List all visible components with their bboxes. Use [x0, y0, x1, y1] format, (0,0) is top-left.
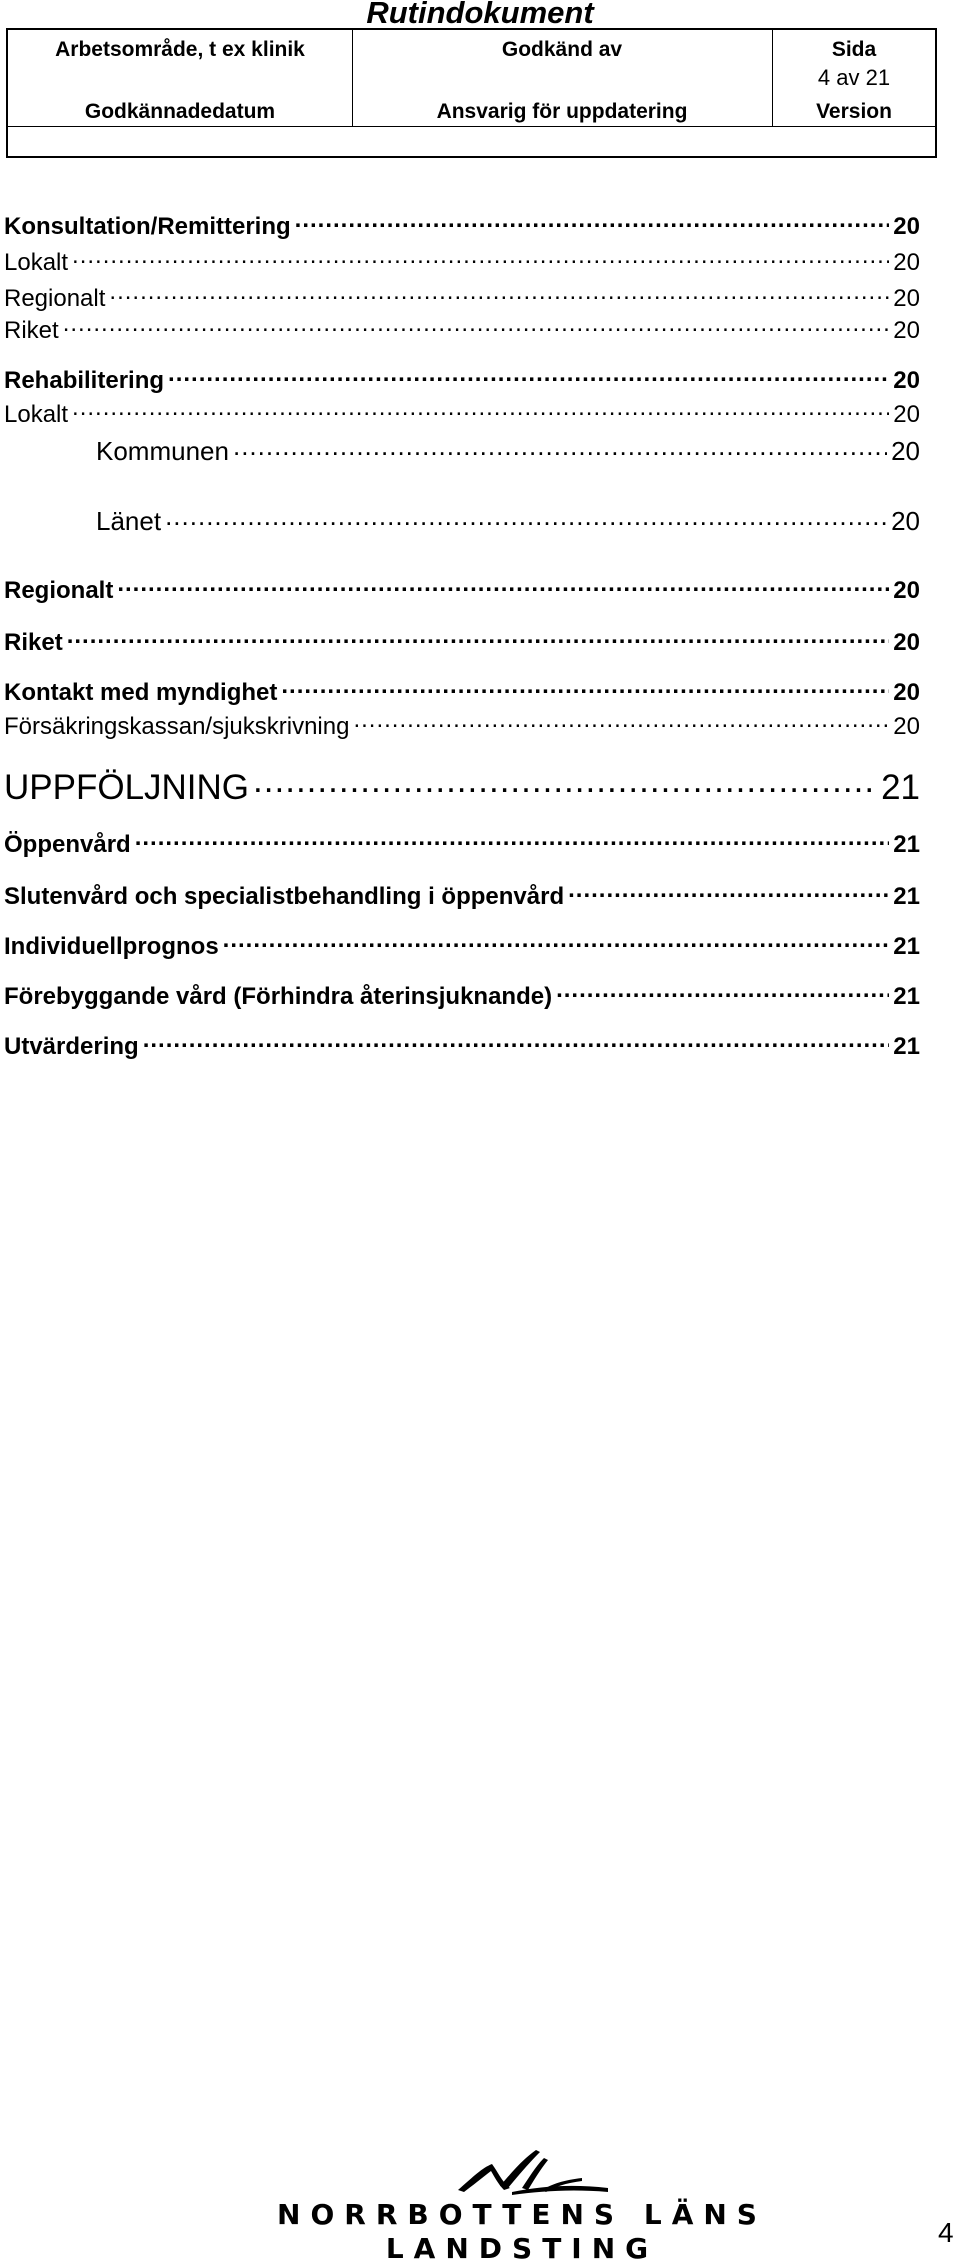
- header-work-area-label: Arbetsområde, t ex klinik: [55, 38, 305, 61]
- toc-entry-label: Riket: [4, 317, 59, 344]
- toc-entry-page: 20: [893, 285, 920, 312]
- header-page-label: Sida: [831, 38, 877, 61]
- toc-entry-label: Regionalt: [4, 577, 114, 604]
- toc-entry-label: Lokalt: [4, 401, 69, 428]
- toc-entry[interactable]: [4, 1030, 920, 1062]
- toc-entry-page: 20: [893, 249, 920, 276]
- toc-entry[interactable]: [4, 364, 920, 396]
- organization-name: NORRBOTTENS LÄNS LANDSTING: [277, 2198, 767, 2265]
- toc-entry-page: 20: [891, 436, 920, 466]
- toc-entry-page: 20: [893, 401, 920, 428]
- header-approval-date-label: Godkännadedatum: [84, 100, 276, 123]
- toc-entry-label: Utvärdering: [4, 1033, 139, 1060]
- toc-entry-page: 20: [893, 367, 920, 394]
- toc-entry-page: 20: [893, 679, 920, 706]
- header-page-value: 4 av 21: [817, 65, 891, 90]
- toc-entry[interactable]: [4, 398, 920, 430]
- toc-entry-page: 20: [893, 317, 920, 344]
- organization-logo: [192, 2146, 852, 2265]
- header-responsible-label: Ansvarig för uppdatering: [436, 100, 688, 123]
- toc-entry-page: 20: [893, 213, 920, 240]
- toc-entry[interactable]: [4, 880, 920, 912]
- toc-entry-label: Länet: [96, 506, 162, 536]
- toc-entry[interactable]: [4, 930, 920, 962]
- toc-entry[interactable]: [96, 504, 920, 536]
- toc-entry-label: Rehabilitering: [4, 367, 165, 394]
- toc-entry-page: 20: [893, 577, 920, 604]
- page-number: 4: [938, 2217, 954, 2248]
- toc-entry-label: Konsultation/Remittering: [4, 213, 291, 240]
- document-header-table: [6, 28, 937, 158]
- toc-entry-label: Slutenvård och specialistbehandling i öppenvård: [4, 883, 565, 910]
- toc-entry-label: Individuellprognos: [4, 933, 219, 960]
- toc-entry-label: Öppenvård: [4, 831, 131, 858]
- toc-entry-label: Förebyggande vård (Förhindra återinsjuknande): [4, 983, 553, 1010]
- toc-entry[interactable]: [4, 764, 920, 808]
- toc-entry[interactable]: [4, 676, 920, 708]
- toc-entry-page: 20: [893, 629, 920, 656]
- toc-entry[interactable]: [4, 710, 920, 742]
- toc-entry-label: UPPFÖLJNING: [4, 768, 250, 807]
- toc-entry[interactable]: [4, 626, 920, 658]
- toc-entry[interactable]: [4, 282, 920, 314]
- toc-entry[interactable]: [4, 246, 920, 278]
- toc-entry-page: 21: [881, 768, 920, 807]
- toc-entry-page: 21: [893, 883, 920, 910]
- document-title: Rutindokument: [366, 0, 594, 30]
- toc-entry-label: Kontakt med myndighet: [4, 679, 278, 706]
- toc-entry-page: 20: [891, 506, 920, 536]
- landsting-logo-icon: [452, 2146, 612, 2196]
- toc-entry[interactable]: [4, 314, 920, 346]
- toc-entry-label: Kommunen: [96, 436, 229, 466]
- toc-entry-label: Riket: [4, 629, 63, 656]
- toc-entry-page: 21: [893, 1033, 920, 1060]
- toc-entry[interactable]: [4, 828, 920, 860]
- toc-entry-label: Regionalt: [4, 285, 106, 312]
- toc-entry-page: 21: [893, 831, 920, 858]
- header-version-label: Version: [816, 100, 892, 123]
- toc-entry-label: Lokalt: [4, 249, 69, 276]
- toc-entry-page: 20: [893, 713, 920, 740]
- toc-entry[interactable]: [4, 574, 920, 606]
- toc-entry-page: 21: [893, 983, 920, 1010]
- toc-entry-page: 21: [893, 933, 920, 960]
- toc-entry[interactable]: [4, 980, 920, 1012]
- header-divider: [8, 126, 935, 127]
- toc-entry[interactable]: [4, 210, 920, 242]
- header-approved-by-label: Godkänd av: [501, 38, 623, 61]
- toc-entry[interactable]: [96, 434, 920, 466]
- toc-entry-label: Försäkringskassan/sjukskrivning: [4, 713, 350, 740]
